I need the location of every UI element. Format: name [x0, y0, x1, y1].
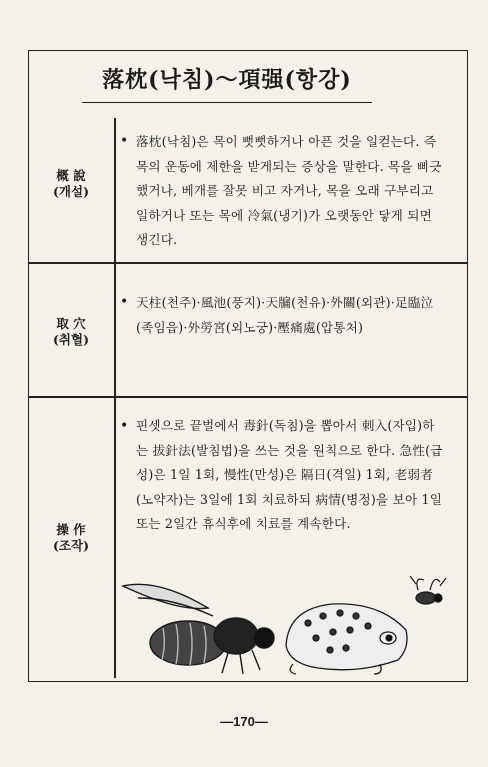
section-label-procedure [28, 522, 114, 554]
label-hangul: (조작) [53, 538, 89, 553]
page-title: 落枕(낙침)～項强(항강) [82, 58, 372, 103]
bee-toad-illustration [118, 568, 458, 678]
bee-drawing [123, 584, 274, 674]
label-hanja: 概 說 [56, 168, 86, 183]
section-divider-2 [28, 396, 468, 398]
label-hangul: (취혈) [53, 332, 89, 347]
toad-drawing [286, 604, 407, 674]
section-label-acupoints [28, 316, 114, 348]
label-hanja: 取 穴 [56, 316, 86, 331]
section-text-acupoints: 天柱(천주)·風池(풍지)·天牖(천유)·外關(외관)·足臨泣(족임읍)·外勞宮(외노궁)·壓痛處(압통처) [136, 295, 434, 335]
section-text-overview: 落枕(낙침)은 목이 뻣뻣하거나 아픈 것을 일컫는다. 즉 목의 운동에 제한을 받게되는 증상을 말한다. 목을 삐긋했거나, 베개를 잘못 비고 자거나, 목을 오래 구부리고 일하거나 또는 목에 冷氣(냉기)가 오랫동안 닿게 되면 생긴다. [136, 134, 442, 247]
small-bee-drawing [410, 576, 446, 604]
column-divider [114, 118, 116, 678]
section-text-procedure: 핀셋으로 끝벌에서 毒針(독침)을 뽑아서 刺入(자입)하는 拔針法(발침법)을 쓰는 것을 원칙으로 한다. 急性(급성)은 1일 1회, 慢性(만성)은 隔日(격일) 1회, 老弱者(노약자)는 3일에 1회 치료하되 病情(병정)을 보아 1일 또는 2일간 휴식후에 치료를 계속한다. [136, 418, 443, 531]
section-divider-1 [28, 262, 468, 264]
bullet-icon: • [120, 294, 129, 310]
page-number: —170— [220, 714, 268, 729]
bullet-icon: • [120, 133, 129, 149]
section-label-overview [28, 168, 114, 200]
label-hanja: 操 作 [56, 522, 86, 537]
bullet-icon: • [120, 418, 129, 434]
label-hangul: (개설) [53, 184, 89, 199]
